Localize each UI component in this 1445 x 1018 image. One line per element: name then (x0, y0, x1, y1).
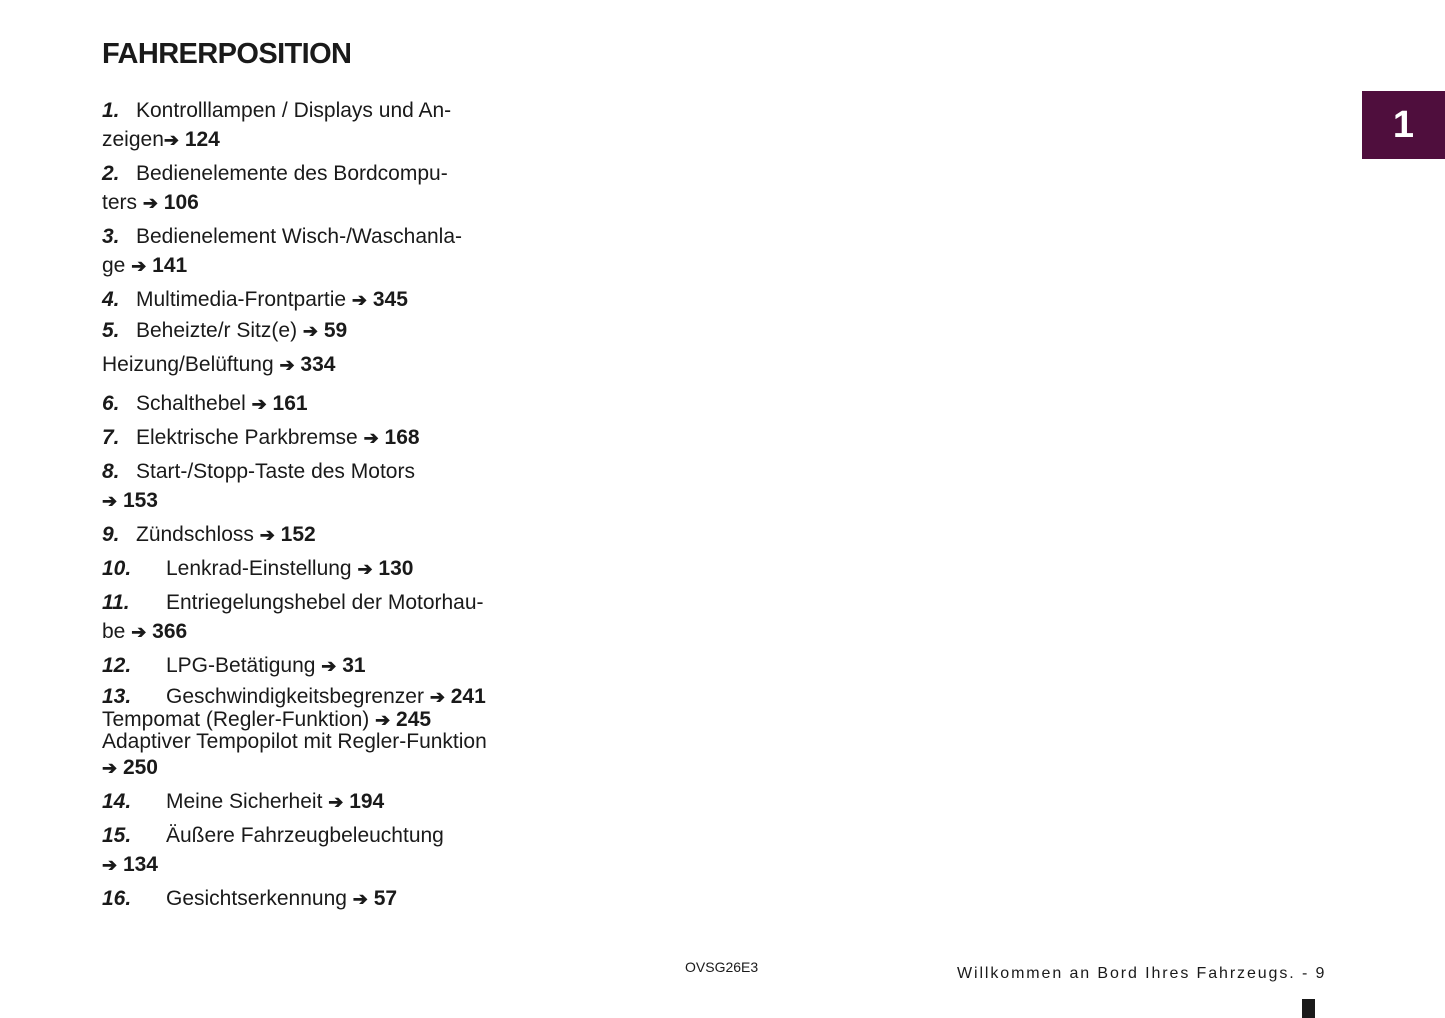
arrow-icon: ➔ (102, 758, 118, 778)
page-ref-link[interactable]: 141 (152, 254, 188, 277)
page-ref-link[interactable]: 134 (122, 853, 158, 876)
list-item: 11. Entriegelungshebel der Motorhau- be ➔ 366 (102, 591, 484, 643)
page-ref-link[interactable]: 168 (384, 426, 420, 449)
page-edge-marker (1302, 999, 1315, 1018)
arrow-icon: ➔ (279, 355, 295, 375)
arrow-icon: ➔ (429, 687, 445, 707)
arrow-icon: ➔ (102, 855, 118, 875)
arrow-icon: ➔ (321, 656, 337, 676)
list-item: 10. Lenkrad-Einstellung ➔ 130 (102, 557, 414, 580)
list-item: Heizung/Belüftung ➔ 334 (102, 353, 336, 376)
page-ref-link[interactable]: 124 (184, 128, 220, 151)
list-item: 14. Meine Sicherheit ➔ 194 (102, 790, 385, 813)
arrow-icon: ➔ (351, 290, 368, 310)
arrow-icon: ➔ (357, 559, 373, 579)
arrow-icon: ➔ (363, 428, 379, 448)
page-ref-link[interactable]: 31 (342, 654, 366, 677)
chapter-tab: 1 (1362, 91, 1445, 159)
list-item: 5. Beheizte/r Sitz(e) ➔ 59 (102, 319, 348, 342)
list-item: 8. Start-/Stopp-Taste des Motors ➔ 153 (102, 460, 415, 512)
arrow-icon: ➔ (131, 622, 147, 642)
page-ref-link[interactable]: 245 (396, 708, 432, 731)
list-item: 3. Bedienelement Wisch-/Waschanla- ge ➔ 141 (102, 225, 463, 277)
page-ref-link[interactable]: 153 (122, 489, 158, 512)
list-item: 6. Schalthebel ➔ 161 (102, 392, 308, 415)
page-ref-link[interactable]: 57 (373, 887, 398, 910)
list-item: 12. LPG-Betätigung ➔ 31 (102, 654, 366, 677)
page-title: FAHRERPOSITION (102, 38, 352, 70)
arrow-icon: ➔ (352, 889, 368, 909)
list-item: 4. Multimedia-Frontpartie ➔ 345 (102, 288, 408, 311)
page-ref-link[interactable]: 345 (372, 288, 408, 311)
list-item: 2. Bedienelemente des Bordcompu- ters ➔ 106 (102, 162, 448, 214)
page-ref-link[interactable]: 250 (122, 756, 158, 779)
list-item: 13. Geschwindigkeitsbegrenzer ➔ 241 Tempomat (Regler-Funktion) ➔ 245 Adaptiver Tempopilot mit Regler-Funktion ➔ 250 (102, 685, 487, 779)
page-ref-link[interactable]: 152 (280, 523, 316, 546)
arrow-icon: ➔ (142, 193, 158, 213)
arrow-icon: ➔ (163, 130, 179, 150)
item-number: 1. (102, 99, 120, 122)
arrow-icon: ➔ (375, 710, 391, 730)
arrow-icon: ➔ (328, 792, 344, 812)
page-ref-link[interactable]: 241 (450, 685, 486, 708)
page-footer: Willkommen an Bord Ihres Fahrzeugs. - 9 (957, 965, 1327, 982)
image-code: OVSG26E3 (685, 959, 759, 975)
page-ref-link[interactable]: 366 (152, 620, 188, 643)
list-item: 9. Zündschloss ➔ 152 (102, 523, 316, 546)
page-ref-link[interactable]: 106 (163, 191, 199, 214)
list-item: 16. Gesichtserkennung ➔ 57 (102, 887, 398, 910)
page-ref-link[interactable]: 194 (349, 790, 385, 813)
arrow-icon: ➔ (251, 394, 267, 414)
arrow-icon: ➔ (302, 321, 318, 341)
page-ref-link[interactable]: 334 (300, 353, 336, 376)
page-ref-link[interactable]: 130 (378, 557, 414, 580)
arrow-icon: ➔ (131, 256, 147, 276)
list-item: 1. Kontrolllampen / Displays und An- zeigen➔ 124 (102, 96, 522, 155)
arrow-icon: ➔ (259, 525, 275, 545)
page-ref-link[interactable]: 59 (323, 319, 348, 342)
list-item: 7. Elektrische Parkbremse ➔ 168 (102, 426, 420, 449)
arrow-icon: ➔ (102, 491, 118, 511)
component-list (102, 96, 522, 914)
page-ref-link[interactable]: 161 (272, 392, 308, 415)
list-item: 15. Äußere Fahrzeugbeleuchtung ➔ 134 (102, 824, 444, 876)
